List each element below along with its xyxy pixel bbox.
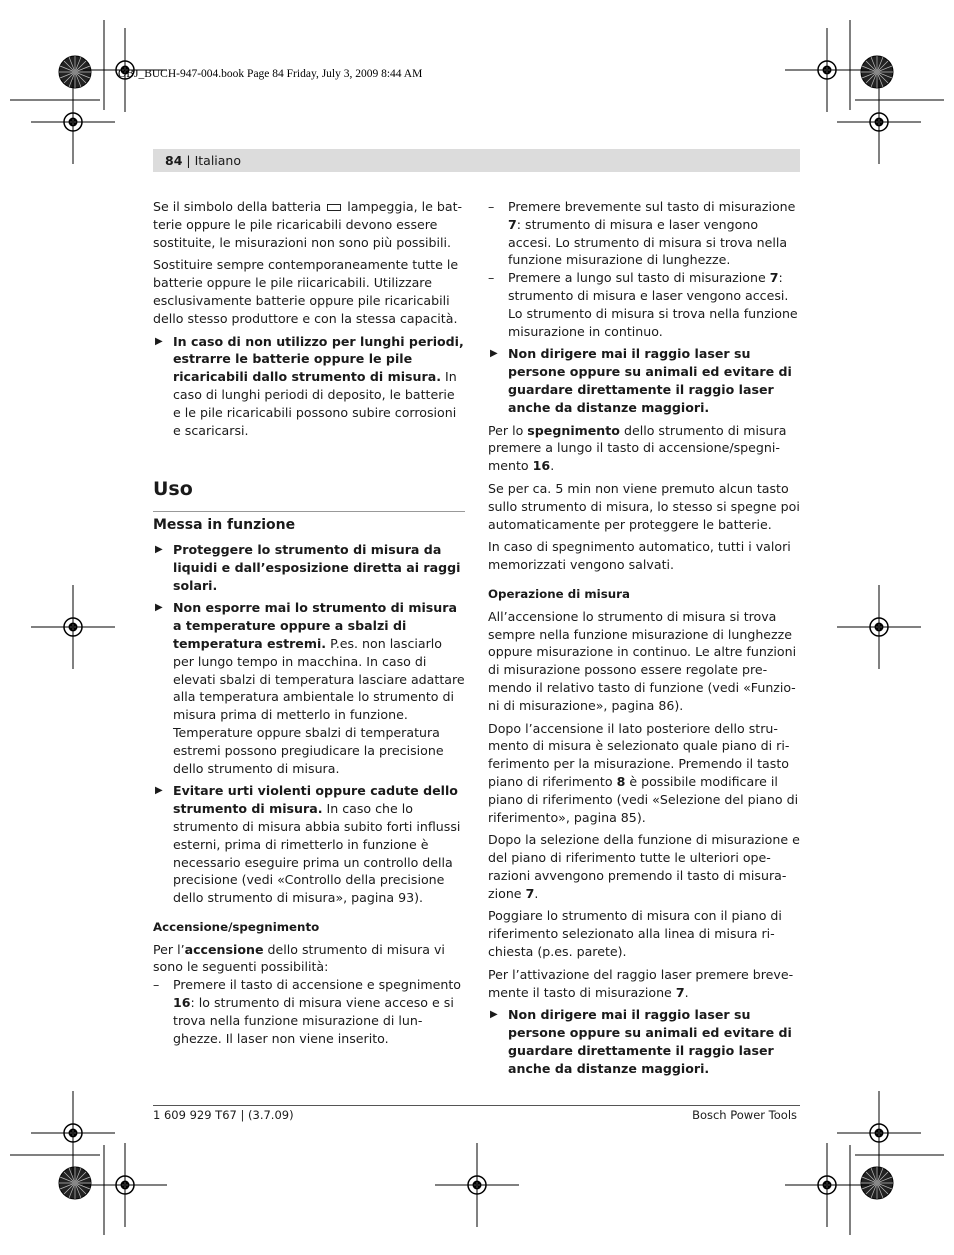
warning-laser-1: ▶ Non dirigere mai il raggio laser su persone oppure su animali ed evitare di guardare direttamente il raggio laser anche da distanze maggiori. (490, 346, 792, 415)
battery-icon (327, 204, 341, 211)
switch-off-paragraph: Per lo spegnimento dello strumento di misura premere a lungo il tasto di accensione/spegnimento 16. (488, 422, 787, 474)
warning-temperature: ▶ Non esporre mai lo strumento di misura a temperature oppure a sbalzi di temperatura estremi. P.es. non lasciarlo per lungo tempo in macchina. In caso di elevati sbalzi di temperatura lasciare adattare alla temperatura ambientale lo strumento di misura prima di metterlo in funzione. Temperature oppure sbalzi di temperatura estremi possono pregiudicare la precisione dello strumento di misura. (155, 600, 465, 776)
auto-off-paragraph: Se per ca. 5 min non viene premuto alcun tasto sullo strumento di misura, lo stesso si spegne poi automaticamente per proteggere le batterie. (488, 480, 800, 532)
arrow-bullet-icon: ▶ (155, 602, 163, 614)
switch-on-option-2: – Premere brevemente sul tasto di misurazione 7: strumento di misura e laser vengono accesi. Lo strumento di misura si trova nella funzione misurazione di lunghezze. (488, 199, 796, 268)
subsection-title: Messa in funzione (153, 511, 465, 535)
heading-measuring: Operazione di misura (488, 586, 630, 601)
warning-laser-2: ▶ Non dirigere mai il raggio laser su persone oppure su animali ed evitare di guardare direttamente il raggio laser anche da distanze maggiori. (490, 1007, 792, 1076)
arrow-bullet-icon: ▶ (490, 348, 498, 360)
page-header-text (165, 153, 241, 168)
print-info: OBJ_BUCH-947-004.book Page 84 Friday, July 3, 2009 8:44 AM (118, 68, 423, 80)
arrow-bullet-icon: ▶ (155, 785, 163, 797)
footer-brand: Bosch Power Tools (692, 1108, 797, 1122)
auto-off-memory-paragraph: In caso di spegnimento automatico, tutti i valori memorizzati vengono salvati. (488, 539, 791, 573)
switch-on-intro: Per l’accensione dello strumento di misura vi sono le seguenti possibilità: (153, 941, 445, 975)
warning-liquids: ▶ Proteggere lo strumento di misura da liquidi e dall’esposizione diretta ai raggi solari. (155, 541, 461, 593)
measuring-paragraph-5: Per l’attivazione del raggio laser premere brevemente il tasto di misurazione 7. (488, 966, 794, 1000)
warning-impacts: ▶ Evitare urti violenti oppure cadute dello strumento di misura. In caso che lo strumento di misura abbia subito forti influssi esterni, prima di rimetterlo in funzione è necessario eseguire prima un controllo della precisione (vedi «Controllo della precisione dello strumento di misura», pagina 93). (155, 783, 461, 906)
right-column (488, 198, 800, 1083)
header-separator: | (182, 153, 195, 168)
switch-on-option-1: – Premere il tasto di accensione e spegnimento 16: lo strumento di misura viene acceso e si trova nella funzione misurazione di lunghezze. Il laser non viene inserito. (153, 977, 462, 1046)
battery-paragraph: Se il simbolo della batteria lampeggia, le batterie oppure le pile ricaricabili devono essere sostituite, le misurazioni non sono più possibili. (153, 199, 463, 250)
measuring-paragraph-3: Dopo la selezione della funzione di misurazione e del piano di riferimento tutte le ulteriori operazioni avvengono premendo il tasto di misurazione 7. (488, 832, 800, 901)
left-column (153, 198, 465, 1047)
arrow-bullet-icon: ▶ (155, 335, 163, 347)
measuring-paragraph-2: Dopo l’accensione il lato posteriore dello strumento di misura è selezionato quale piano di riferimento per la misurazione. Premendo il tasto piano di riferimento 8 è possibile modificare il piano di riferimento (vedi «Selezione del piano di riferimento», pagina 85). (488, 720, 799, 825)
page-number: 84 (165, 153, 183, 168)
page-header (153, 149, 800, 172)
heading-switch-on-off: Accensione/spegnimento (153, 919, 320, 934)
warning-storage: ▶ In caso di non utilizzo per lunghi periodi, estrarre le batterie oppure le pile ricaricabili dallo strumento di misura. In caso di lunghi periodi di deposito, le batterie e le pile ricaricabili possono subire corrosioni e scaricarsi. (155, 333, 464, 438)
footer-doc-number: 1 609 929 T67 | (3.7.09) (153, 1108, 294, 1122)
section-title: Uso (153, 478, 193, 501)
measuring-paragraph-4: Poggiare lo strumento di misura con il piano di riferimento selezionato alla linea di misura richiesta (p.es. parete). (488, 908, 782, 960)
measuring-paragraph-1: All’accensione lo strumento di misura si trova sempre nella funzione misurazione di lunghezze oppure misurazione in continuo. Le altre funzioni di misurazione possono essere regolate premendo il relativo tasto di funzione (vedi «Funzioni di misurazione», pagina 86). (488, 608, 797, 713)
replace-batteries-paragraph: Sostituire sempre contemporaneamente tutte le batterie oppure le pile riicaricabili. Utilizzare esclusivamente batterie oppure pile ricaricabili dello stesso produttore e con la stessa capacità. (153, 257, 459, 326)
arrow-bullet-icon: ▶ (155, 543, 163, 555)
header-language: Italiano (194, 153, 242, 168)
footer-rule (153, 1105, 800, 1106)
arrow-bullet-icon: ▶ (490, 1009, 498, 1021)
switch-on-option-3: – Premere a lungo sul tasto di misurazione 7: strumento di misura e laser vengono accesi. Lo strumento di misura si trova nella funzione misurazione in continuo. (488, 270, 798, 339)
